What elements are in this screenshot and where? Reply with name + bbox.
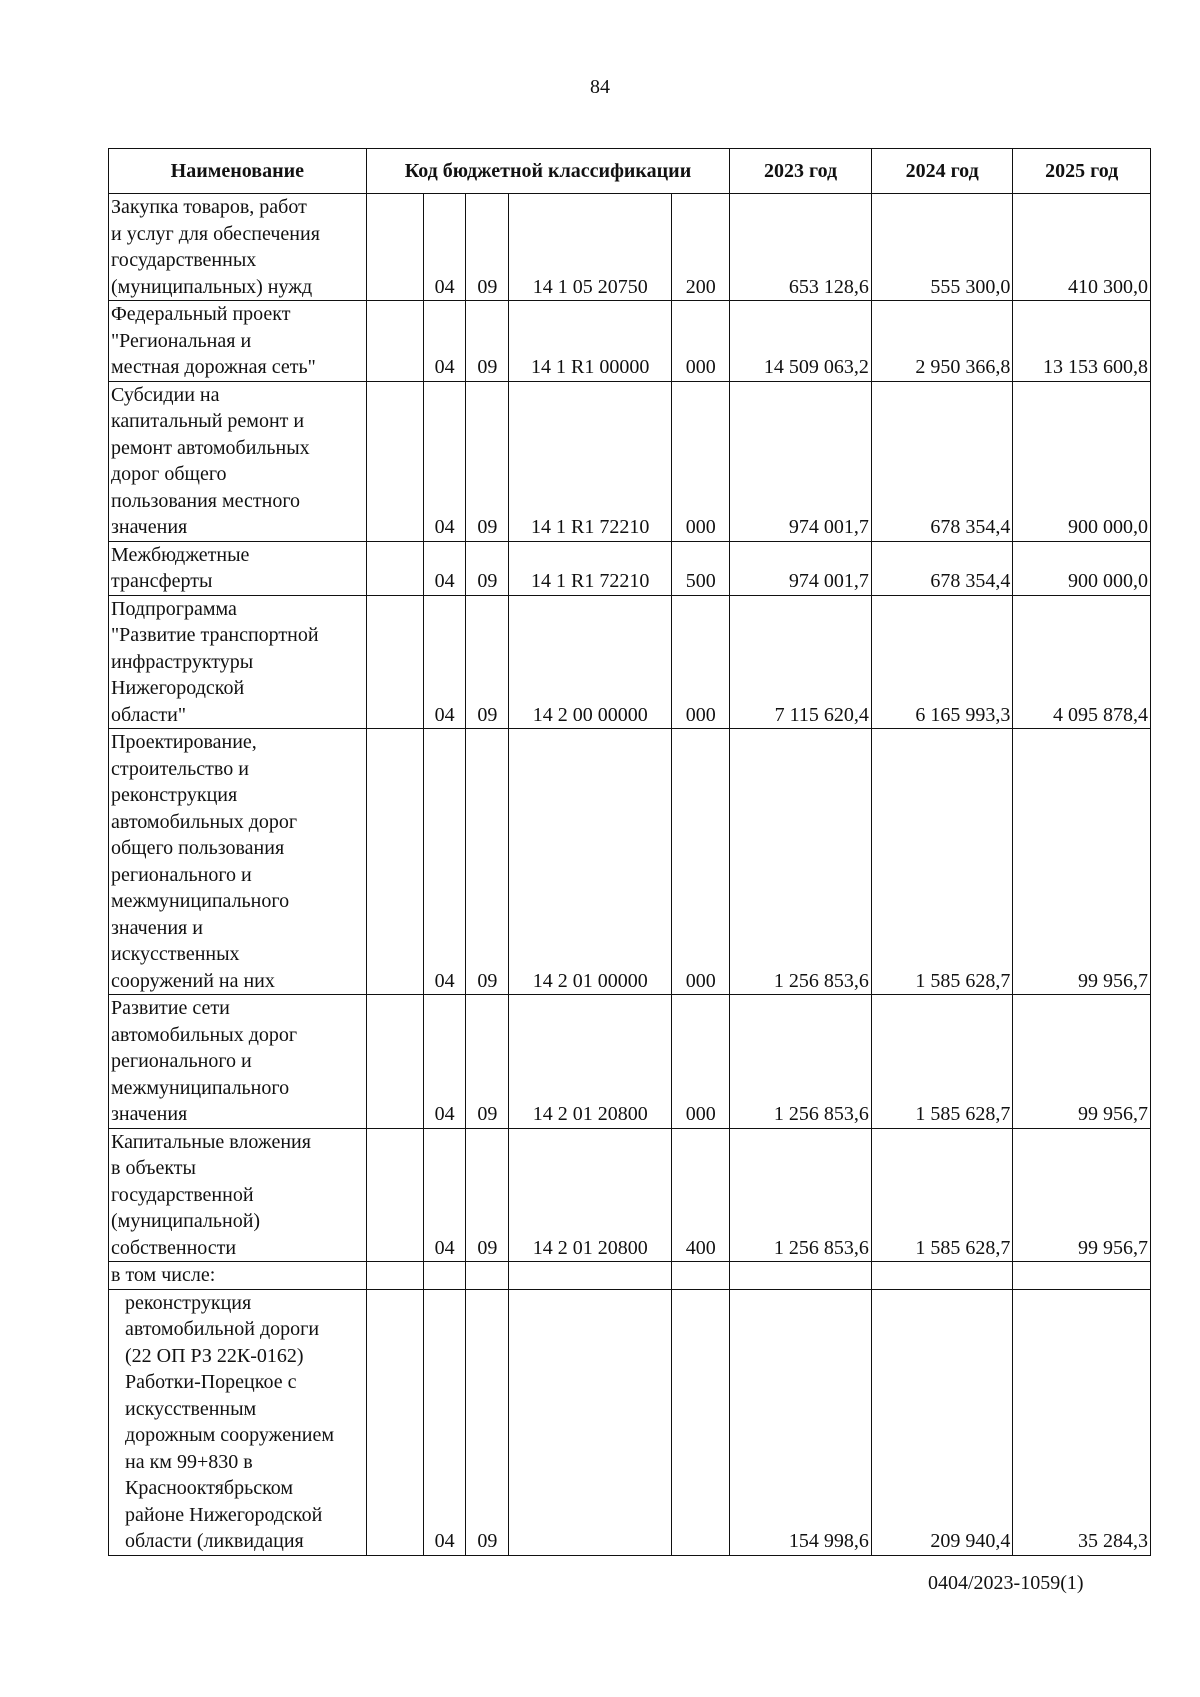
cell-v2024: 2 950 366,8	[871, 301, 1013, 382]
cell-name: Проектирование, строительство и реконструкция автомобильных дорог общего пользования регионального и межмуниципального значения и искусственных сооружений на них	[109, 729, 367, 995]
cell-c3: 09	[466, 541, 509, 595]
table-row	[109, 301, 1151, 382]
cell-c1	[366, 194, 423, 301]
cell-c5	[672, 1262, 730, 1290]
cell-name: Межбюджетные трансферты	[109, 541, 367, 595]
header-2023: 2023 год	[730, 149, 872, 194]
cell-v2024: 555 300,0	[871, 194, 1013, 301]
cell-c5: 500	[672, 541, 730, 595]
cell-v2023: 1 256 853,6	[730, 1128, 872, 1262]
cell-name: в том числе:	[109, 1262, 367, 1290]
cell-c3: 09	[466, 301, 509, 382]
cell-c4: 14 1 R1 72210	[509, 541, 672, 595]
cell-c1	[366, 381, 423, 541]
cell-c5: 000	[672, 729, 730, 995]
cell-c4: 14 2 00 00000	[509, 595, 672, 729]
cell-c2	[423, 1262, 466, 1290]
cell-v2024: 678 354,4	[871, 381, 1013, 541]
table-row	[109, 729, 1151, 995]
cell-c5: 200	[672, 194, 730, 301]
cell-c2: 04	[423, 381, 466, 541]
cell-c2: 04	[423, 541, 466, 595]
cell-c2: 04	[423, 995, 466, 1129]
cell-c1	[366, 729, 423, 995]
table-row	[109, 194, 1151, 301]
cell-c3: 09	[466, 194, 509, 301]
header-name: Наименование	[109, 149, 367, 194]
cell-v2023: 14 509 063,2	[730, 301, 872, 382]
cell-v2024	[871, 1262, 1013, 1290]
cell-name: реконструкция автомобильной дороги (22 ОП РЗ 22К-0162) Работки-Порецкое с искусственным дорожным сооружением на км 99+830 в Краснооктябрьском районе Нижегородской области (ликвидация	[109, 1289, 367, 1555]
table-header-row	[109, 149, 1151, 194]
budget-table	[108, 148, 1151, 1556]
table-row	[109, 381, 1151, 541]
cell-v2025: 900 000,0	[1013, 541, 1151, 595]
cell-v2025: 99 956,7	[1013, 1128, 1151, 1262]
cell-c5	[672, 1289, 730, 1555]
cell-c4: 14 2 01 20800	[509, 995, 672, 1129]
cell-c2: 04	[423, 729, 466, 995]
table-row	[109, 541, 1151, 595]
document-number: 0404/2023-1059(1)	[928, 1572, 1084, 1594]
cell-c5: 400	[672, 1128, 730, 1262]
cell-c1	[366, 1128, 423, 1262]
cell-c1	[366, 1289, 423, 1555]
cell-v2024: 1 585 628,7	[871, 1128, 1013, 1262]
cell-v2024: 209 940,4	[871, 1289, 1013, 1555]
cell-v2023: 154 998,6	[730, 1289, 872, 1555]
cell-v2025: 35 284,3	[1013, 1289, 1151, 1555]
cell-c2: 04	[423, 1289, 466, 1555]
cell-c3: 09	[466, 729, 509, 995]
cell-c4: 14 2 01 20800	[509, 1128, 672, 1262]
cell-c3: 09	[466, 381, 509, 541]
table-row	[109, 1128, 1151, 1262]
cell-c5: 000	[672, 301, 730, 382]
cell-name: Субсидии на капитальный ремонт и ремонт автомобильных дорог общего пользования местного значения	[109, 381, 367, 541]
table-row	[109, 1289, 1151, 1555]
header-2024: 2024 год	[871, 149, 1013, 194]
cell-v2023: 1 256 853,6	[730, 995, 872, 1129]
cell-v2023: 974 001,7	[730, 541, 872, 595]
table-row	[109, 995, 1151, 1129]
cell-c3: 09	[466, 995, 509, 1129]
table-row	[109, 1262, 1151, 1290]
cell-c3: 09	[466, 595, 509, 729]
cell-c5: 000	[672, 995, 730, 1129]
cell-v2023: 7 115 620,4	[730, 595, 872, 729]
cell-c4	[509, 1289, 672, 1555]
page-number: 84	[590, 76, 610, 98]
cell-v2023: 974 001,7	[730, 381, 872, 541]
cell-name: Федеральный проект "Региональная и местная дорожная сеть"	[109, 301, 367, 382]
cell-c2: 04	[423, 301, 466, 382]
header-code: Код бюджетной классификации	[366, 149, 730, 194]
cell-c5: 000	[672, 381, 730, 541]
cell-v2025: 410 300,0	[1013, 194, 1151, 301]
cell-name: Подпрограмма "Развитие транспортной инфраструктуры Нижегородской области"	[109, 595, 367, 729]
cell-c2: 04	[423, 595, 466, 729]
cell-v2024: 1 585 628,7	[871, 995, 1013, 1129]
cell-v2025: 900 000,0	[1013, 381, 1151, 541]
cell-v2025: 99 956,7	[1013, 995, 1151, 1129]
cell-c4: 14 1 R1 00000	[509, 301, 672, 382]
cell-c5: 000	[672, 595, 730, 729]
cell-v2024: 6 165 993,3	[871, 595, 1013, 729]
cell-c3: 09	[466, 1128, 509, 1262]
cell-c4	[509, 1262, 672, 1290]
table-row	[109, 595, 1151, 729]
cell-v2025	[1013, 1262, 1151, 1290]
cell-v2025: 99 956,7	[1013, 729, 1151, 995]
cell-c3: 09	[466, 1289, 509, 1555]
cell-c1	[366, 595, 423, 729]
cell-v2024: 678 354,4	[871, 541, 1013, 595]
cell-v2025: 4 095 878,4	[1013, 595, 1151, 729]
cell-c4: 14 2 01 00000	[509, 729, 672, 995]
cell-v2025: 13 153 600,8	[1013, 301, 1151, 382]
cell-name: Развитие сети автомобильных дорог регионального и межмуниципального значения	[109, 995, 367, 1129]
cell-c4: 14 1 05 20750	[509, 194, 672, 301]
cell-c2: 04	[423, 194, 466, 301]
cell-v2023: 653 128,6	[730, 194, 872, 301]
cell-v2024: 1 585 628,7	[871, 729, 1013, 995]
cell-name: Закупка товаров, работ и услуг для обеспечения государственных (муниципальных) нужд	[109, 194, 367, 301]
cell-c1	[366, 995, 423, 1129]
cell-c1	[366, 1262, 423, 1290]
cell-c4: 14 1 R1 72210	[509, 381, 672, 541]
cell-c3	[466, 1262, 509, 1290]
cell-v2023	[730, 1262, 872, 1290]
cell-v2023: 1 256 853,6	[730, 729, 872, 995]
cell-c1	[366, 301, 423, 382]
cell-c1	[366, 541, 423, 595]
header-2025: 2025 год	[1013, 149, 1151, 194]
cell-name: Капитальные вложения в объекты государственной (муниципальной) собственности	[109, 1128, 367, 1262]
cell-c2: 04	[423, 1128, 466, 1262]
